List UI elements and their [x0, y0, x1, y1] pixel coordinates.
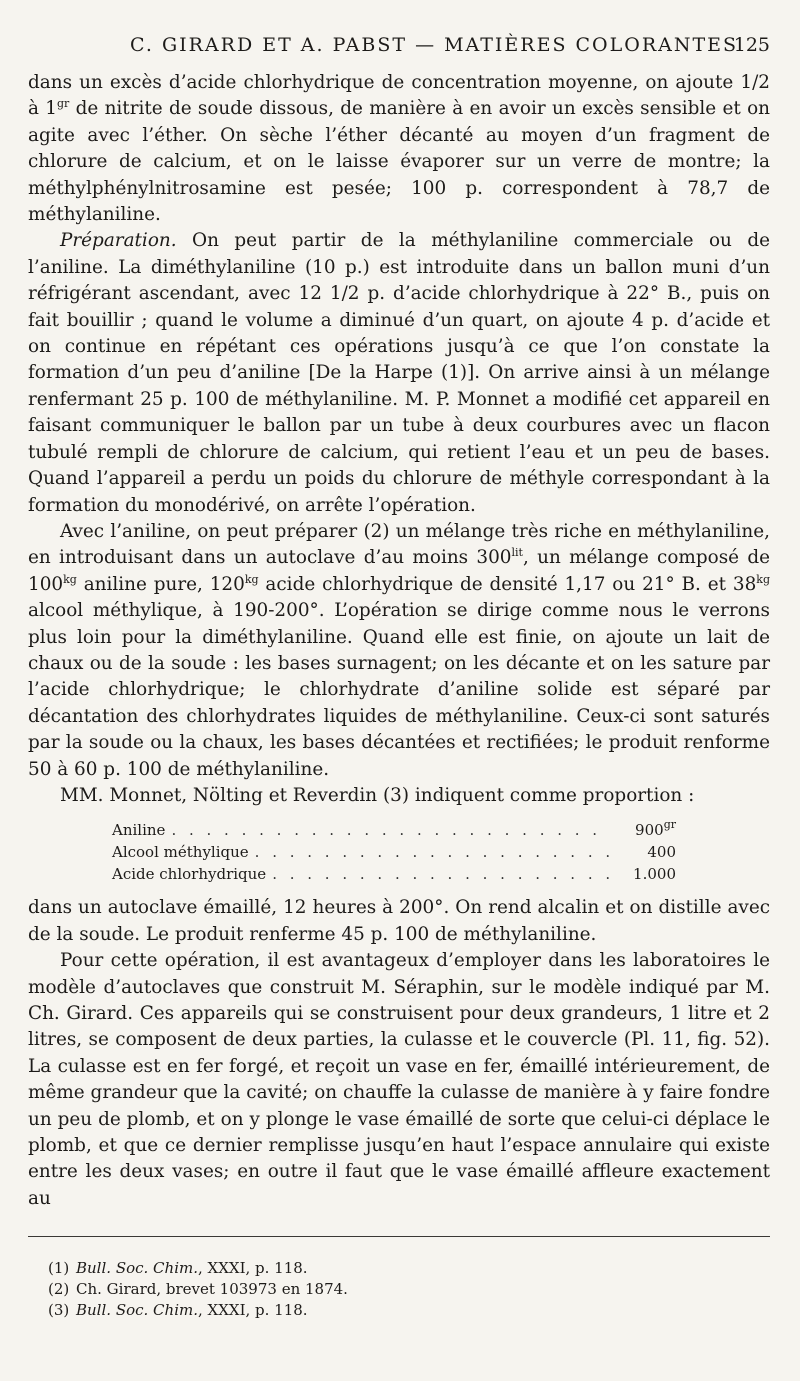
- footnote-text: [76, 1300, 308, 1321]
- body-text: [28, 70, 770, 1212]
- paragraph-3: [28, 519, 770, 783]
- footnote-mark: (1): [48, 1259, 70, 1277]
- footnote-source: Bull. Soc. Chim.: [76, 1259, 198, 1277]
- footnotes: [48, 1258, 748, 1321]
- p3-text-c: aniline pure, 120: [76, 573, 245, 595]
- footnote-rest: , XXXI, p. 118.: [198, 1301, 308, 1319]
- footnote-divider: [28, 1236, 770, 1237]
- row-label: Acide chlorhydrique: [112, 865, 267, 884]
- row-value-unit: gr: [663, 818, 676, 832]
- page-number: 125: [733, 34, 770, 56]
- row-value: [616, 819, 676, 841]
- paragraph-2: [28, 228, 770, 518]
- running-header: [28, 34, 770, 64]
- p3-text-a: Avec l’aniline, on peut préparer (2) un mélange très riche en méthylaniline, en introduisant dans un autoclave d’au moins 300: [28, 520, 770, 569]
- footnote-source: Bull. Soc. Chim.: [76, 1301, 198, 1319]
- table-row: [112, 863, 676, 885]
- p3-unit-kg-3: kg: [756, 572, 771, 586]
- row-label: Alcool méthylique: [112, 843, 249, 862]
- p1-text-a: dans un excès d’acide chlorhydrique de concentration moyenne, on ajoute 1/2 à 1: [28, 72, 770, 120]
- running-title: C. GIRARD ET A. PABST — MATIÈRES COLORANTES: [130, 34, 739, 56]
- p1-unit-gr: gr: [56, 97, 70, 111]
- footnote-text: [76, 1258, 308, 1279]
- proportion-table: [112, 819, 676, 885]
- p3-text-d: acide chlorhydrique de densité 1,17 ou 21° B. et 38: [258, 573, 757, 595]
- p2-text: On peut partir de la méthylaniline commerciale ou de l’aniline. La diméthylaniline (10 p.) est introduite dans un ballon muni d’un réfrigérant ascendant, avec 12 1/2 p. d’acide chlorhydrique à 22° B., puis on fait bouillir ; quand le volume a diminué d’un quart, on ajoute 4 p. d’acide et on continue en répétant ces opérations jusqu’à ce que l’on constate la formation d’un peu d’aniline [De la Harpe (1)]. On arrive ainsi à un mélange renfermant 25 p. 100 de méthylaniline. M. P. Monnet a modifié cet appareil en faisant communiquer le ballon par un tube à deux courbures avec un flacon tubulé rempli de chlorure de calcium, qui retient l’eau et un peu de bases. Quand l’appareil a perdu un poids du chlorure de méthyle correspondant à la formation du monodérivé, on arrête l’opération.: [28, 230, 770, 516]
- p3-text-b: , un mélange composé de 100: [28, 547, 770, 595]
- row-value: [616, 863, 676, 885]
- row-value-number: 1.000: [633, 865, 676, 884]
- footnote-2: [48, 1279, 748, 1300]
- row-value-number: 900: [635, 821, 664, 840]
- leader-dots: [255, 841, 610, 863]
- paragraph-6: Pour cette opération, il est avantageux d’employer dans les laboratoires le modèle d’autoclaves que construit M. Séraphin, sur le modèle indiqué par M. Ch. Girard. Ces appareils qui se construisent pour deux grandeurs, 1 litre et 2 litres, se composent de deux parties, la culasse et le couvercle (Pl. 11, fig. 52). La culasse est en fer forgé, et reçoit un vase en fer, émaillé intérieurement, de même grandeur que la cavité; on chauffe la culasse de manière à y faire fondre un peu de plomb, et on y plonge le vase émaillé de sorte que celui-ci déplace le plomb, et que ce dernier remplisse jusqu’en haut l’espace annulaire qui existe entre les deux vases; en outre il faut que le vase émaillé affleure exactement au: [28, 950, 770, 1209]
- row-value-number: 400: [647, 843, 676, 862]
- footnote-rest: , XXXI, p. 118.: [198, 1259, 308, 1277]
- row-label: Aniline: [112, 821, 166, 840]
- table-row: [112, 819, 676, 841]
- p3-text-e: alcool méthylique, à 190-200°. L’opération se dirige comme nous le verrons plus loin pour la diméthylaniline. Quand elle est finie, on ajoute un lait de chaux ou de la soude : les bases surnagent; on les décante et on les sature par l’acide chlorhydrique; le chlorhydrate d’aniline solide est séparé par décantation des chlorhydrates liquides de méthylaniline. Ceux-ci sont saturés par la soude ou la chaux, les bases décantées et rectifiées; le produit renforme 50 à 60 p. 100 de méthylaniline.: [28, 600, 770, 780]
- p3-unit-kg-1: kg: [63, 572, 77, 586]
- p1-text-b: de nitrite de soude dissous, de manière à en avoir un excès sensible et on agite avec l’éther. On sèche l’éther décanté au moyen d’un fragment de chlorure de calcium, et on le laisse évaporer sur un verre de montre; la méthylphénylnitrosamine est pesée; 100 p. correspondent à 78,7 de méthylaniline.: [28, 98, 771, 226]
- table-row: [112, 841, 676, 863]
- row-value: [616, 841, 676, 863]
- footnote-3: [48, 1300, 748, 1321]
- footnote-1: [48, 1258, 748, 1279]
- leader-dots: [171, 819, 610, 841]
- footnote-mark: (3): [48, 1301, 70, 1319]
- leader-dots: [272, 863, 610, 885]
- paragraph-4: MM. Monnet, Nölting et Reverdin (3) indiquent comme proportion :: [60, 784, 695, 806]
- p2-lead: Préparation.: [60, 230, 177, 252]
- p3-unit-lit: lit: [511, 546, 523, 560]
- paragraph-1: [28, 70, 770, 228]
- paragraph-5: dans un autoclave émaillé, 12 heures à 200°. On rend alcalin et on distille avec de la soude. Le produit renferme 45 p. 100 de méthylaniline.: [28, 897, 770, 945]
- footnote-rest: Ch. Girard, brevet 103973 en 1874.: [76, 1280, 348, 1298]
- footnote-text: [76, 1279, 348, 1300]
- footnote-mark: (2): [48, 1280, 70, 1298]
- p3-unit-kg-2: kg: [244, 572, 259, 586]
